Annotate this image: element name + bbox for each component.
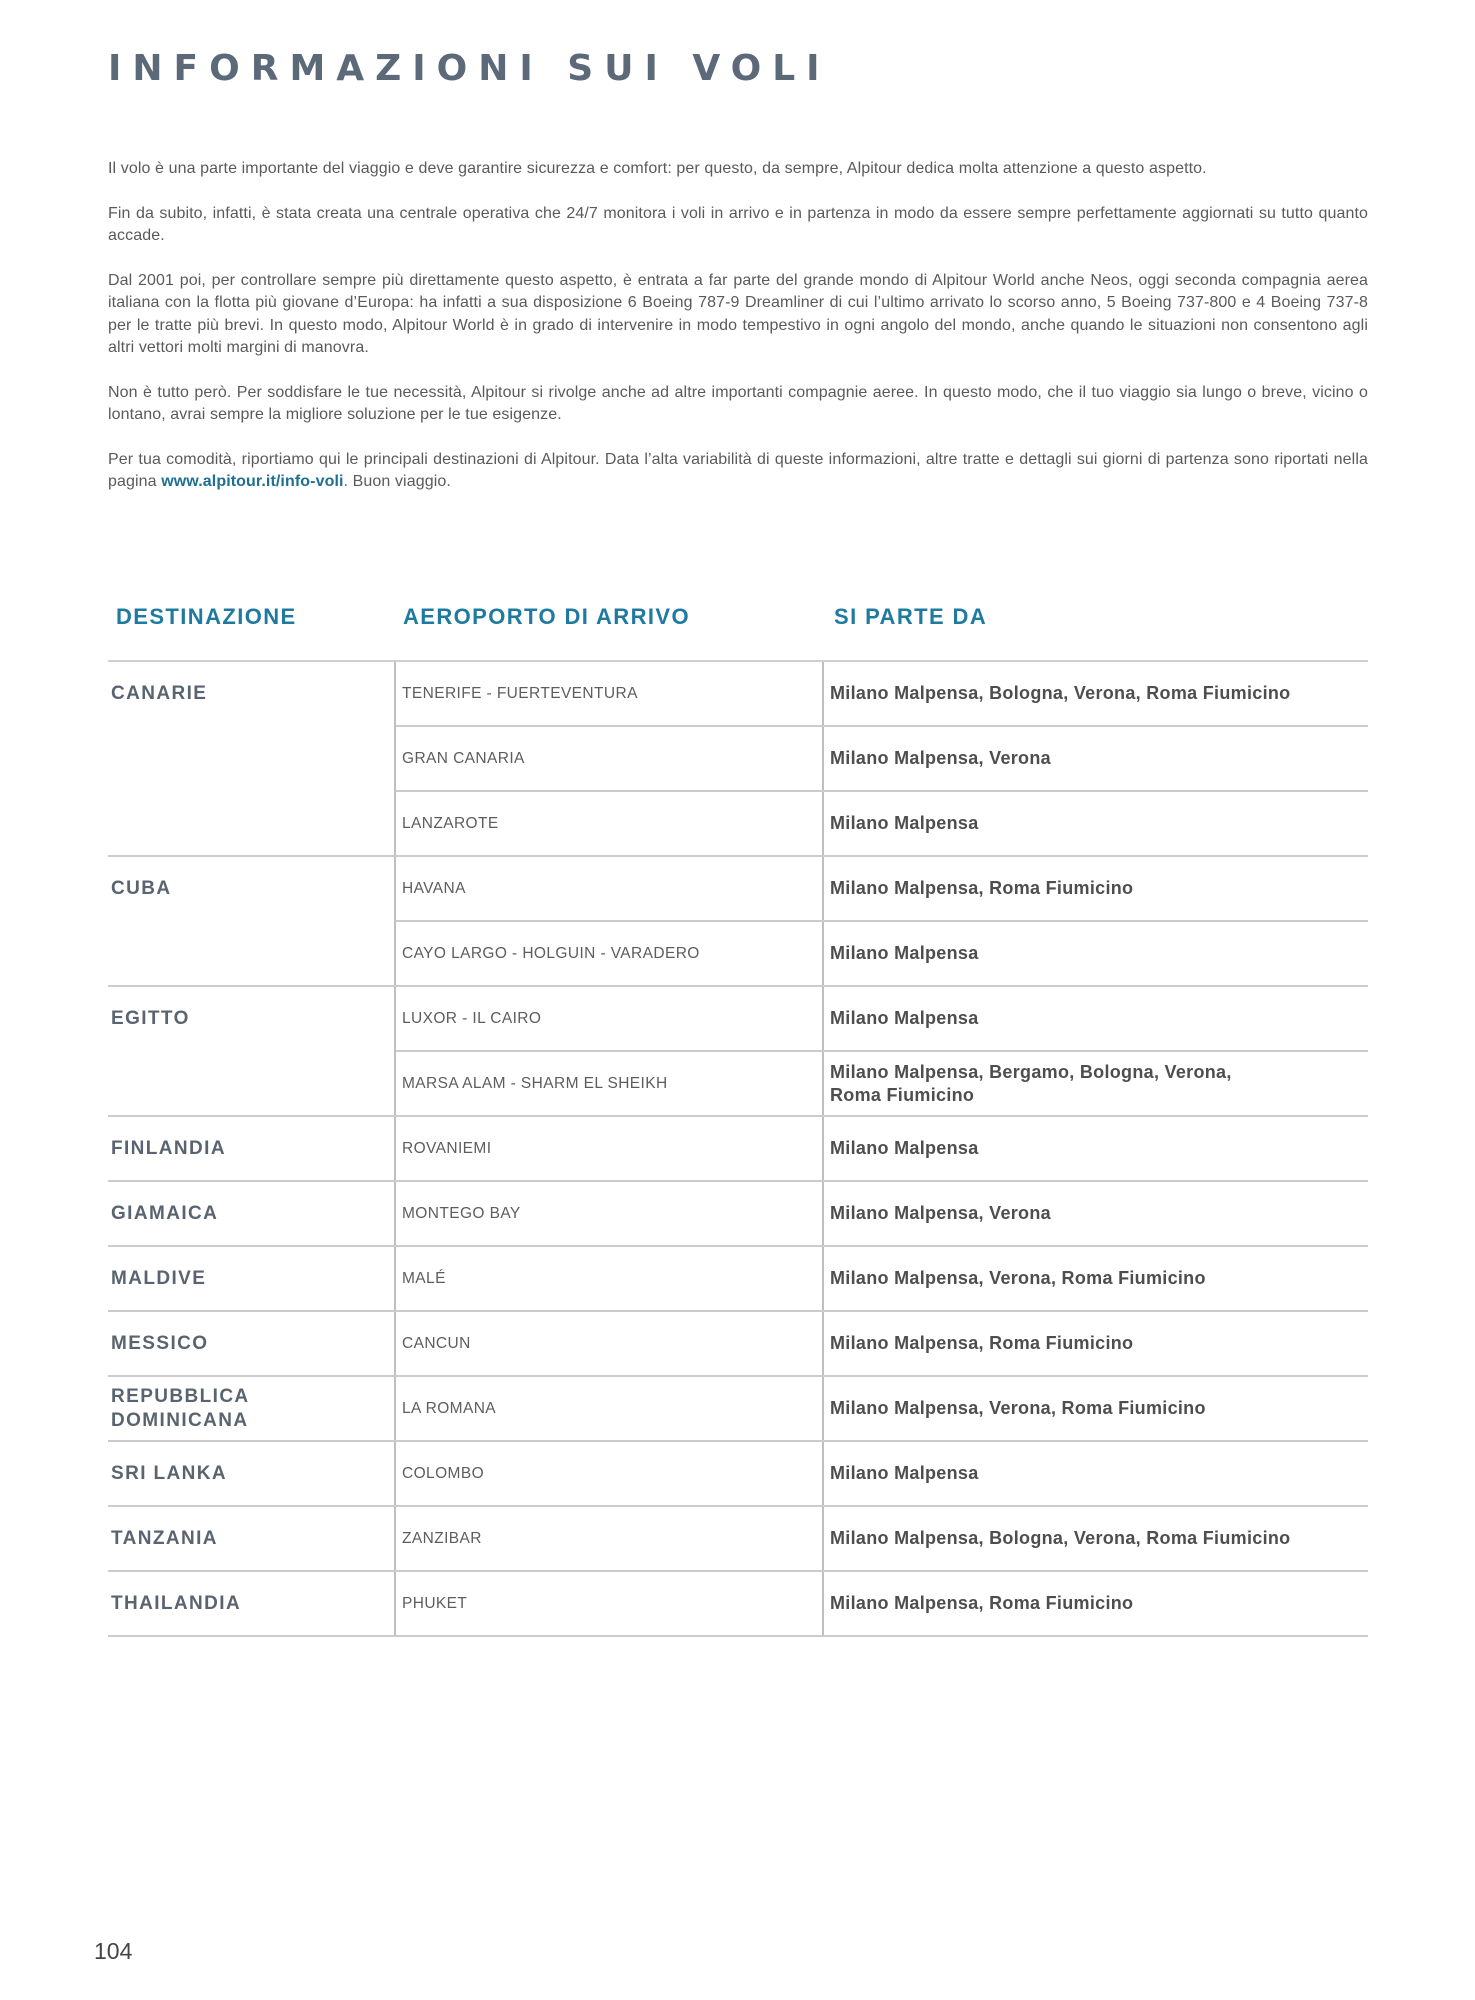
arrival-airport: COLOMBO [396,1442,824,1505]
destination-rows [394,1572,1368,1635]
destination-rows [394,662,1368,855]
arrival-airport: ROVANIEMI [396,1117,824,1180]
departure-airports: Milano Malpensa, Roma Fiumicino [830,1333,1134,1353]
table-row [396,857,1368,920]
departure-airports: Milano Malpensa [830,1138,979,1158]
destination-group [108,1247,1368,1312]
intro-paragraph: Dal 2001 poi, per controllare sempre più direttamente questo aspetto, è entrata a far parte del grande mondo di Alpitour World anche Neos, oggi seconda compagnia aerea italiana con la flotta più giovane d’Europa: ha infatti a sua disposizione 6 Boeing 787-9 Dreamliner di cui l’ultimo arrivato lo scorso anno, 5 Boeing 737-800 e 4 Boeing 737-8 per le tratte più brevi. In questo modo, Alpitour World è in grado di intervenire in modo tempestivo in ogni angolo del mondo, anche quando le situazioni non consentono agli altri vettori molti margini di manovra. [108,271,1368,356]
table-row [396,662,1368,725]
table-row [396,1572,1368,1635]
arrival-airport: CANCUN [396,1312,824,1375]
destination-rows [394,1117,1368,1180]
table-row [396,1050,1368,1115]
destination-group [108,1117,1368,1182]
arrival-airport: MALÉ [396,1247,824,1310]
arrival-airport: PHUKET [396,1572,824,1635]
destination-name: SRI LANKA [111,1462,228,1484]
departure-airports: Milano Malpensa, Bergamo, Bologna, Verona, Roma Fiumicino [830,1061,1232,1105]
destination-group [108,662,1368,857]
departure-airports: Milano Malpensa, Roma Fiumicino [830,878,1134,898]
arrival-airport: CAYO LARGO - HOLGUIN - VARADERO [396,922,824,985]
destination-name: GIAMAICA [111,1202,219,1224]
arrival-airport: HAVANA [396,857,824,920]
table-row [396,920,1368,985]
departure-airports: Milano Malpensa, Verona, Roma Fiumicino [830,1268,1206,1288]
arrival-airport: MARSA ALAM - SHARM EL SHEIKH [396,1052,824,1115]
arrival-airport: LUXOR - IL CAIRO [396,987,824,1050]
destination-rows [394,857,1368,985]
destination-rows [394,987,1368,1115]
table-row [396,1247,1368,1310]
header-airport: AEROPORTO DI ARRIVO [403,604,690,629]
arrival-airport: GRAN CANARIA [396,727,824,790]
departure-airports: Milano Malpensa, Bologna, Verona, Roma Fiumicino [830,683,1291,703]
table-row [396,790,1368,855]
arrival-airport: LANZAROTE [396,792,824,855]
destination-name: CUBA [111,877,172,899]
destination-rows [394,1442,1368,1505]
table-row [396,1312,1368,1375]
destination-group [108,1507,1368,1572]
arrival-airport: TENERIFE - FUERTEVENTURA [396,662,824,725]
table-row [396,987,1368,1050]
departure-airports: Milano Malpensa [830,813,979,833]
intro-paragraph: Non è tutto però. Per soddisfare le tue necessità, Alpitour si rivolge anche ad altre importanti compagnie aeree. In questo modo, che il tuo viaggio sia lungo o breve, vicino o lontano, avrai sempre la migliore soluzione per le tue esigenze. [108,383,1368,423]
destination-group [108,1377,1368,1442]
intro-text-span: . Buon viaggio. [343,473,451,490]
destination-group [108,1442,1368,1507]
destination-rows [394,1312,1368,1375]
info-voli-link[interactable]: www.alpitour.it/info-voli [161,473,344,490]
header-departure: SI PARTE DA [834,604,988,629]
intro-text-span: Per tua comodità, riportiamo qui le principali destinazioni di Alpitour. Data l’alta variabilità di queste informazioni, altre tratte e dettagli sui giorni di partenza sono riportati nella pagina [108,450,1368,490]
departure-airports: Milano Malpensa [830,1008,979,1028]
destination-group [108,987,1368,1117]
destination-name: FINLANDIA [111,1137,226,1159]
intro-paragraph: Il volo è una parte importante del viaggio e deve garantire sicurezza e comfort: per questo, da sempre, Alpitour dedica molta attenzione a questo aspetto. [108,160,1207,177]
arrival-airport: LA ROMANA [396,1377,824,1440]
destination-name: MALDIVE [111,1267,207,1289]
intro-paragraph: Fin da subito, infatti, è stata creata una centrale operativa che 24/7 monitora i voli in arrivo e in partenza in modo da essere sempre perfettamente aggiornati su tutto quanto accade. [108,204,1368,244]
departure-airports: Milano Malpensa, Roma Fiumicino [830,1593,1134,1613]
destination-name: MESSICO [111,1332,209,1354]
destination-name: EGITTO [111,1007,190,1029]
intro-text [108,158,1368,516]
departure-airports: Milano Malpensa, Verona [830,748,1051,768]
departure-airports: Milano Malpensa [830,943,979,963]
destination-group [108,1312,1368,1377]
arrival-airport: MONTEGO BAY [396,1182,824,1245]
header-destination: DESTINAZIONE [116,604,297,629]
destination-name: CANARIE [111,682,208,704]
page-title: INFORMAZIONI SUI VOLI [108,48,831,89]
departure-airports: Milano Malpensa, Verona, Roma Fiumicino [830,1398,1206,1418]
destination-rows [394,1507,1368,1570]
destination-name: TANZANIA [111,1527,218,1549]
destination-name: THAILANDIA [111,1592,242,1614]
table-row [396,1507,1368,1570]
table-row [396,1377,1368,1440]
table-row [396,725,1368,790]
destination-rows [394,1377,1368,1440]
departure-airports: Milano Malpensa, Verona [830,1203,1051,1223]
table-row [396,1442,1368,1505]
arrival-airport: ZANZIBAR [396,1507,824,1570]
destination-rows [394,1182,1368,1245]
table-header [108,598,1368,660]
destination-group [108,1572,1368,1637]
table-row [396,1117,1368,1180]
flights-table [108,598,1368,1637]
table-row [396,1182,1368,1245]
destination-name: REPUBBLICA DOMINICANA [111,1385,250,1431]
destination-group [108,1182,1368,1247]
destination-rows [394,1247,1368,1310]
destination-group [108,857,1368,987]
departure-airports: Milano Malpensa, Bologna, Verona, Roma Fiumicino [830,1528,1291,1548]
intro-paragraph [108,449,1368,494]
table-body [108,662,1368,1637]
page-number: 104 [94,1938,133,1964]
departure-airports: Milano Malpensa [830,1463,979,1483]
